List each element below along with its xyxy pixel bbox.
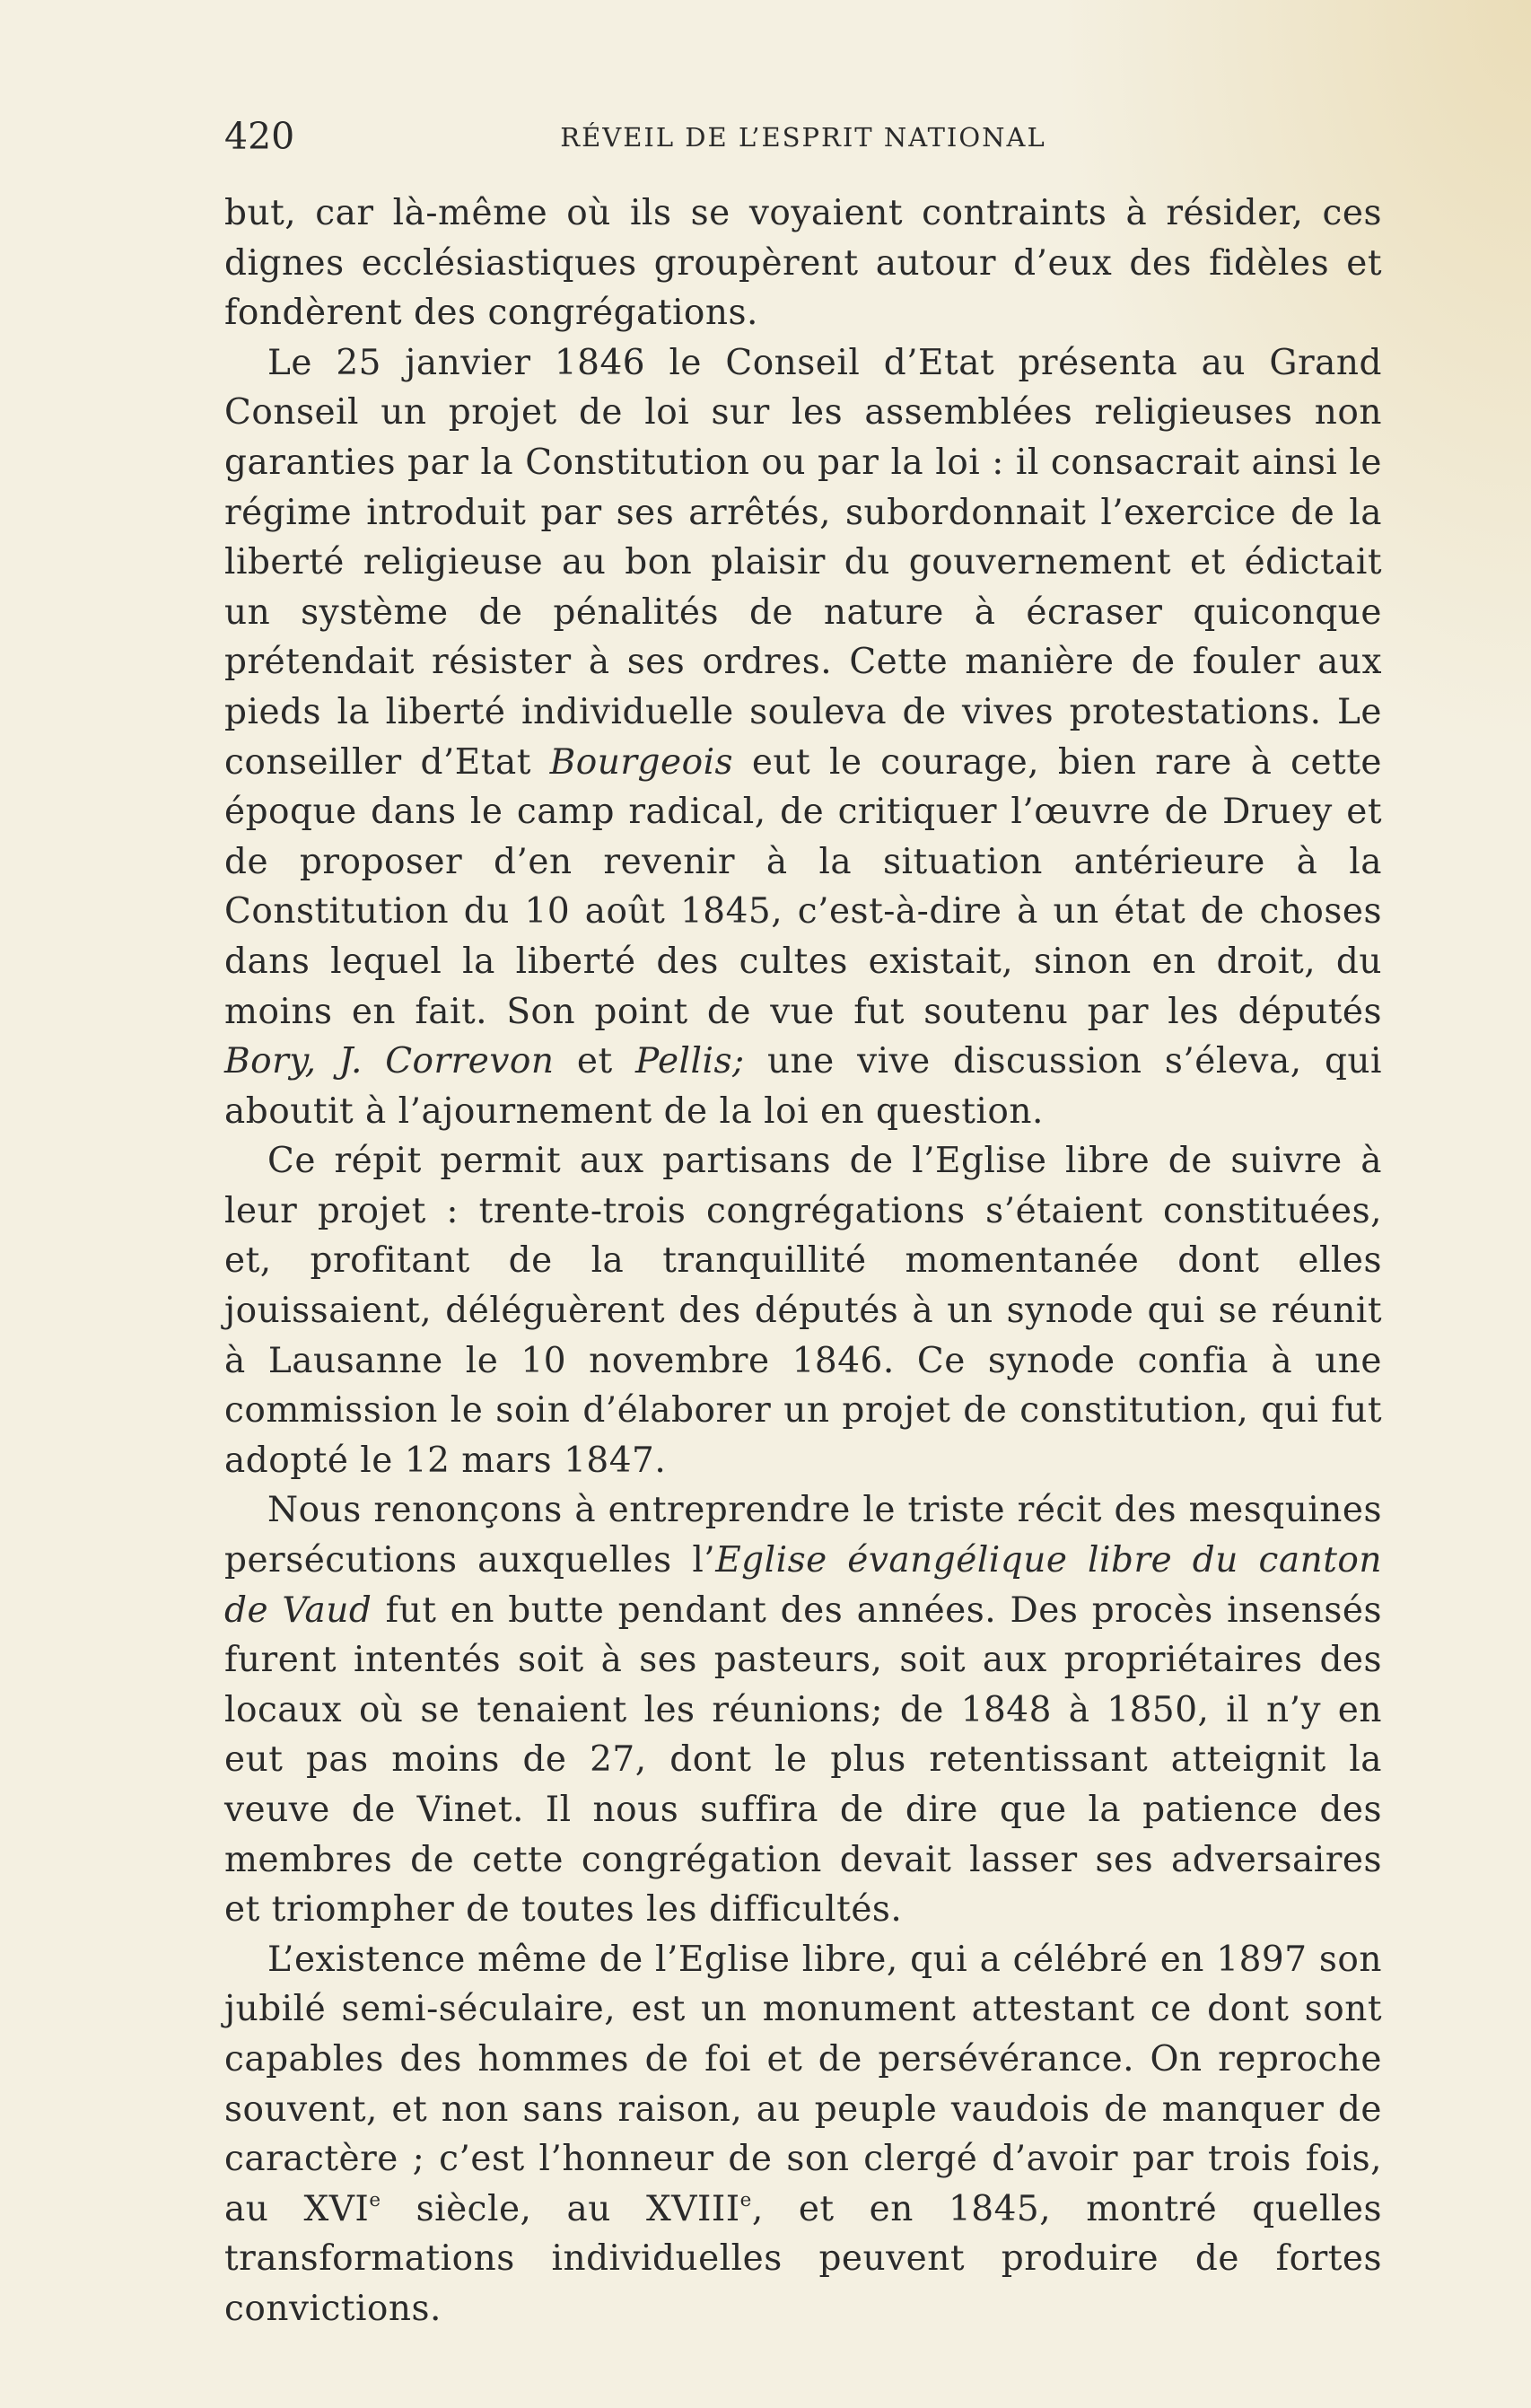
paragraph	[224, 1485, 1382, 1934]
text-run: , et en 1845, montré quelles transformations individuelles peuvent produire de fortes convictions.	[224, 2188, 1382, 2329]
text-run: eut le courage, bien rare à cette époque dans le camp radical, de critiquer l’œuvre de Druey et de proposer d’en revenir à la situation antérieure à la Constitution du 10 août 1845, c’est-à-dire à un état de choses dans lequel la liberté des cultes existait, sinon en droit, du moins en fait. Son point de vue fut soutenu par les députés	[224, 741, 1382, 1032]
text-run: siècle, au XVIII	[381, 2188, 740, 2229]
text-run: but, car là-même où ils se voyaient contraints à résider, ces dignes ecclésiastiques groupèrent autour d’eux des fidèles et fondèrent des congrégations.	[224, 193, 1382, 334]
superscript: e	[739, 2188, 752, 2211]
running-head	[224, 115, 1382, 169]
text-run: Nous renonçons à entreprendre le triste récit des mesquines persécutions auxquelles l’	[224, 1490, 1382, 1581]
text-run: fut en butte pendant des années. Des procès insensés furent intentés soit à ses pasteurs, soit aux propriétaires des locaux où se tenaient les réunions; de 1848 à 1850, il n’y en eut pas moins de 27, dont le plus retentissant atteignit la veuve de Vinet. Il nous suffira de dire que la patience des membres de cette congrégation devait lasser ses adversaires et triompher de toutes les difficultés.	[224, 1589, 1382, 1931]
text-run: Le 25 janvier 1846 le Conseil d’Etat présenta au Grand Conseil un projet de loi sur les assemblées religieuses non garanties par la Constitution ou par la loi : il consacrait ainsi le régime introduit par ses arrêtés, subordonnait l’exercice de la liberté religieuse au bon plaisir du gouvernement et édictait un système de pénalités de nature à écraser quiconque prétendait résister à ses ordres. Cette manière de fouler aux pieds la liberté individuelle souleva de vives protestations. Le conseiller d’Etat	[224, 342, 1382, 783]
paragraph	[224, 1136, 1382, 1485]
body-text	[224, 188, 1382, 2334]
text-run: Ce répit permit aux partisans de l’Eglise libre de suivre à leur projet : trente-trois congrégations s’étaient constituées, et, profitant de la tranquillité momentanée dont elles jouissaient, déléguèrent des députés à un synode qui se réunit à Lausanne le 10 novembre 1846. Ce synode confia à une commission le soin d’élaborer un projet de constitution, qui fut adopté le 12 mars 1847.	[224, 1141, 1382, 1481]
paragraph	[224, 188, 1382, 338]
italic-text: Bory, J. Correvon	[224, 1041, 555, 1082]
text-run: une vive discussion s’éleva, qui aboutit à l’ajournement de la loi en question.	[224, 1041, 1383, 1132]
superscript: e	[369, 2188, 381, 2211]
paragraph	[224, 1935, 1382, 2334]
page-number: 420	[224, 115, 295, 158]
italic-text: Pellis;	[634, 1041, 745, 1082]
text-run: et	[554, 1041, 635, 1082]
text-run: L’existence même de l’Eglise libre, qui a célébré en 1897 son jubilé semi-séculaire, est un monument attestant ce dont sont capables des hommes de foi et de persévérance. On reproche souvent, et non sans raison, au peuple vaudois de manquer de caractère ; c’est l’honneur de son clergé d’avoir par trois fois, au XVI	[224, 1939, 1382, 2229]
italic-text: Bourgeois	[549, 741, 734, 783]
italic-text: Eglise évangélique libre du canton de Vaud	[224, 1540, 1382, 1631]
paragraph	[224, 338, 1382, 1137]
running-title: RÉVEIL DE L’ESPRIT NATIONAL	[560, 122, 1046, 153]
book-page	[224, 115, 1382, 2334]
